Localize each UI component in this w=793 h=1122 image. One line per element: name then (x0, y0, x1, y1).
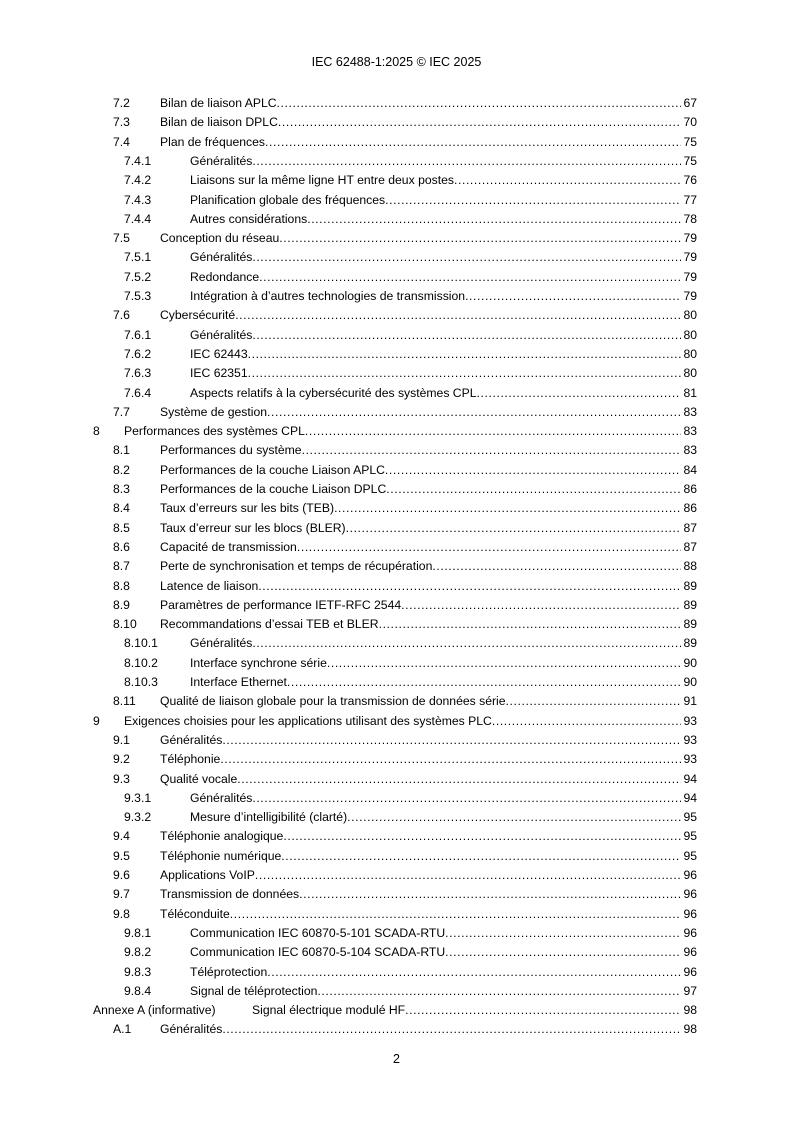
toc-entry-number: 7.6.1 (124, 327, 152, 342)
toc-entry-number: 9.6 (113, 868, 130, 882)
toc-entry[interactable] (0, 268, 793, 287)
toc-entry-line (190, 364, 697, 383)
toc-entry-number: 9.8.3 (124, 964, 152, 979)
toc-entry-line (160, 229, 697, 248)
toc-entry-page: 83 (683, 404, 697, 419)
toc-entry-number: 9.8.4 (124, 983, 152, 998)
toc-entry-number: 7.5.3 (124, 289, 152, 303)
toc-entry-number: 7.6.3 (124, 366, 152, 381)
dot-leader (327, 654, 682, 673)
toc-entry-page: 96 (683, 964, 697, 979)
dot-leader (252, 248, 681, 267)
toc-entry-title: Mesure d’intelligibilité (clarté) (190, 810, 348, 825)
toc-entry-number: 9.4 (113, 829, 130, 844)
toc-entry-title: IEC 62443 (190, 346, 248, 361)
toc-entry[interactable] (0, 885, 793, 904)
toc-entry-page: 79 (683, 289, 697, 303)
dot-leader (220, 750, 681, 769)
toc-entry-page: 80 (683, 308, 697, 323)
toc-entry-number: 8.1 (113, 443, 130, 458)
toc-entry-title: Performances des systèmes CPL (124, 424, 305, 439)
toc-entry[interactable] (0, 133, 793, 152)
toc-entry-page: 80 (683, 327, 697, 342)
toc-entry-title: Qualité de liaison globale pour la transmission de données série (160, 694, 506, 709)
toc-entry-line (160, 905, 697, 924)
toc-entry-line (190, 384, 697, 403)
toc-entry-page: 86 (683, 482, 697, 496)
toc-entry-number: 8.10.1 (124, 636, 158, 651)
toc-entry-line (190, 943, 697, 962)
toc-entry[interactable] (0, 731, 793, 750)
toc-entry-page: 80 (683, 366, 697, 381)
toc-entry-title: Généralités (190, 636, 253, 651)
dot-leader (248, 345, 682, 364)
toc-entry-page: 67 (683, 96, 697, 110)
toc-entry-title: Téléphonie numérique (160, 848, 282, 863)
dot-leader (347, 808, 681, 827)
toc-entry-page: 89 (683, 617, 697, 632)
dot-leader (307, 210, 681, 229)
toc-entry-line (160, 133, 697, 152)
dot-leader (279, 229, 681, 248)
dot-leader (405, 1001, 681, 1020)
toc-entry-page: 93 (683, 713, 697, 728)
toc-entry-line (160, 615, 697, 634)
toc-entry-line (190, 210, 697, 229)
toc-entry-number: 9.1 (113, 732, 130, 747)
toc-entry-number: 7.5.2 (124, 269, 152, 284)
toc-entry-page: 79 (683, 269, 697, 284)
toc-entry-number: 9.8.1 (124, 925, 152, 940)
toc-entry-page: 75 (683, 134, 697, 149)
toc-entry[interactable] (0, 1020, 793, 1039)
dot-leader (281, 847, 681, 866)
toc-entry-number: A.1 (113, 1022, 132, 1037)
toc-entry-title: Généralités (190, 153, 253, 168)
toc-entry-number: 9 (93, 713, 100, 728)
dot-leader (248, 364, 682, 383)
toc-entry-number: 8.9 (113, 597, 130, 612)
toc-entry[interactable] (0, 519, 793, 538)
dot-leader (299, 885, 681, 904)
toc-entry-line (190, 152, 697, 171)
toc-entry-line (160, 596, 697, 615)
toc-entry[interactable] (0, 306, 793, 325)
toc-entry[interactable] (0, 1001, 793, 1020)
toc-entry-page: 97 (683, 983, 697, 998)
toc-entry-number: 7.4.4 (124, 211, 152, 226)
toc-entry[interactable] (0, 499, 793, 518)
toc-entry-title: Bilan de liaison APLC (160, 96, 277, 110)
toc-entry-title: Système de gestion (160, 404, 268, 419)
toc-entry-line (190, 673, 697, 692)
toc-entry-line (160, 557, 697, 576)
toc-entry-page: 89 (683, 578, 697, 593)
toc-entry-number: 7.7 (113, 404, 130, 419)
toc-entry-title: Applications VoIP (160, 868, 255, 882)
toc-entry-title: Taux d’erreurs sur les bits (TEB) (160, 501, 335, 516)
dot-leader (283, 827, 681, 846)
toc-entry-title: Aspects relatifs à la cybersécurité des systèmes CPL (190, 385, 477, 400)
toc-entry-number: 8.10.2 (124, 655, 158, 670)
toc-entry[interactable] (0, 113, 793, 132)
toc-entry[interactable] (0, 345, 793, 364)
toc-entry-number: 8.10.3 (124, 675, 158, 689)
toc-entry-line (190, 171, 697, 190)
dot-leader (259, 268, 681, 287)
toc-entry-title: Signal de téléprotection (190, 983, 318, 998)
toc-entry-line (160, 827, 697, 846)
toc-entry[interactable] (0, 982, 793, 1001)
toc-entry-title: Bilan de liaison DPLC (160, 115, 278, 130)
toc-entry-line (160, 731, 697, 750)
toc-entry-page: 96 (683, 868, 697, 882)
toc-entry-page: 96 (683, 925, 697, 940)
toc-entry-page: 81 (683, 385, 697, 400)
toc-entry-page: 76 (683, 173, 697, 188)
toc-entry-title: Généralités (160, 732, 223, 747)
toc-entry-title: Paramètres de performance IETF-RFC 2544 (160, 597, 402, 612)
dot-leader (267, 403, 681, 422)
toc-entry[interactable] (0, 210, 793, 229)
toc-entry-page: 96 (683, 887, 697, 902)
dot-leader (277, 94, 682, 113)
toc-entry-title: Perte de synchronisation et temps de récupération (160, 559, 433, 574)
toc-entry[interactable] (0, 384, 793, 403)
toc-entry-line (190, 924, 697, 943)
toc-entry-number: 7.5 (113, 231, 130, 246)
toc-entry-title: Plan de fréquences (160, 134, 266, 149)
dot-leader (317, 982, 681, 1001)
toc-entry-page: 93 (683, 752, 697, 767)
toc-entry-page: 83 (683, 424, 697, 439)
toc-entry[interactable] (0, 905, 793, 924)
toc-entry[interactable] (0, 403, 793, 422)
toc-entry[interactable] (0, 963, 793, 982)
dot-leader (492, 712, 682, 731)
toc-entry-line (190, 654, 697, 673)
dot-leader (445, 924, 681, 943)
toc-entry[interactable] (0, 770, 793, 789)
toc-entry-line (190, 808, 697, 827)
toc-entry-title: Interface Ethernet (190, 675, 287, 689)
toc-entry-line (190, 963, 697, 982)
dot-leader (287, 673, 682, 692)
toc-entry-title: Généralités (190, 790, 253, 805)
dot-leader (386, 480, 681, 499)
toc-entry[interactable] (0, 171, 793, 190)
toc-entry-number: 8.11 (113, 694, 136, 709)
toc-entry-number: 7.6.4 (124, 385, 152, 400)
toc-entry[interactable] (0, 248, 793, 267)
toc-entry-line (160, 885, 697, 904)
toc-entry[interactable] (0, 634, 793, 653)
dot-leader (252, 152, 681, 171)
toc-entry-number: 7.4.1 (124, 153, 152, 168)
toc-entry-number: 7.4.2 (124, 173, 152, 188)
toc-entry-number: 9.3.2 (124, 810, 152, 825)
toc-entry-page: 79 (683, 250, 697, 265)
toc-entry-page: 70 (683, 115, 697, 130)
toc-entry-title: Performances du système (160, 443, 302, 458)
toc-entry[interactable] (0, 692, 793, 711)
toc-entry-title: Redondance (190, 269, 260, 284)
toc-entry-page: 75 (683, 153, 697, 168)
dot-leader (255, 866, 682, 885)
toc-entry-title: Latence de liaison (160, 578, 259, 593)
toc-entry-line (190, 326, 697, 345)
toc-entry-page: 80 (683, 346, 697, 361)
toc-entry-number: 9.3 (113, 771, 130, 786)
toc-entry-number: 9.8 (113, 906, 130, 921)
toc-entry-page: 89 (683, 636, 697, 651)
toc-entry-title: Généralités (160, 1022, 223, 1037)
toc-entry-line (190, 268, 697, 287)
toc-entry[interactable] (0, 326, 793, 345)
toc-entry-title: Généralités (190, 250, 253, 265)
toc-entry[interactable] (0, 712, 793, 731)
toc-entry-number: 9.5 (113, 848, 130, 863)
dot-leader (237, 770, 681, 789)
dot-leader (252, 789, 681, 808)
toc-entry-title: Planification globale des fréquences (190, 192, 386, 207)
toc-entry-number: 8 (93, 424, 100, 439)
dot-leader (385, 461, 682, 480)
toc-entry-page: 98 (683, 1003, 697, 1018)
toc-entry-line (190, 634, 697, 653)
toc-entry-number: 8.4 (113, 501, 130, 516)
toc-entry-line (190, 789, 697, 808)
toc-entry-line (160, 499, 697, 518)
toc-entry-page: 94 (683, 771, 697, 786)
toc-entry-title: Liaisons sur la même ligne HT entre deux postes (190, 173, 454, 188)
toc-entry[interactable] (0, 461, 793, 480)
toc-entry[interactable] (0, 229, 793, 248)
toc-entry-page: 78 (683, 211, 697, 226)
toc-entry-number: 8.7 (113, 559, 130, 574)
toc-entry-title: Exigences choisies pour les applications utilisant des systèmes PLC (124, 713, 492, 728)
toc-entry-page: 89 (683, 597, 697, 612)
page-number: 2 (393, 1052, 400, 1066)
toc-entry-line (160, 1020, 697, 1039)
toc-entry-line (160, 306, 697, 325)
toc-entry[interactable] (0, 673, 793, 692)
toc-entry-number: 8.2 (113, 462, 130, 477)
toc-entry[interactable] (0, 441, 793, 460)
toc-entry-line (160, 441, 697, 460)
toc-entry-title: Cybersécurité (160, 308, 236, 323)
toc-entry-title: Téléconduite (160, 906, 230, 921)
toc-entry[interactable] (0, 557, 793, 576)
dot-leader (230, 905, 682, 924)
toc-entry-number: 7.5.1 (124, 250, 152, 265)
toc-entry-page: 93 (683, 732, 697, 747)
toc-entry-page: 77 (683, 192, 697, 207)
toc-entry-line (160, 750, 697, 769)
toc-entry-title: Qualité vocale (160, 771, 238, 786)
toc-entry-page: 86 (683, 501, 697, 516)
dot-leader (385, 191, 681, 210)
toc-entry-page: 87 (683, 520, 697, 535)
toc-entry-page: 95 (683, 829, 697, 844)
dot-leader (252, 326, 681, 345)
toc-entry-number: 9.2 (113, 752, 130, 767)
toc-entry-page: 83 (683, 443, 697, 458)
toc-entry[interactable] (0, 287, 793, 306)
toc-entry-number: 7.4.3 (124, 192, 152, 207)
dot-leader (401, 596, 681, 615)
toc-entry-line (160, 94, 697, 113)
toc-entry-title: Transmission de données (160, 887, 300, 902)
toc-entry-number: 8.10 (113, 617, 137, 632)
toc-entry-title: Recommandations d’essai TEB et BLER (160, 617, 379, 632)
toc-entry[interactable] (0, 596, 793, 615)
toc-entry-number: 7.4 (113, 134, 130, 149)
dot-leader (379, 615, 682, 634)
toc-entry[interactable] (0, 364, 793, 383)
toc-entry-page: 95 (683, 810, 697, 825)
toc-entry-page: 79 (683, 231, 697, 246)
toc-entry-number: 7.3 (113, 115, 130, 130)
toc-entry-number: 8.3 (113, 482, 130, 496)
toc-entry-number: 8.5 (113, 520, 130, 535)
toc-entry[interactable] (0, 789, 793, 808)
dot-leader (297, 538, 682, 557)
toc-entry[interactable] (0, 152, 793, 171)
toc-entry-line (190, 345, 697, 364)
toc-entry-title: Taux d’erreur sur les blocs (BLER) (160, 520, 346, 535)
toc-entry-title: Communication IEC 60870-5-101 SCADA-RTU (190, 925, 446, 940)
toc-entry-title: Performances de la couche Liaison DPLC (160, 482, 387, 496)
toc-entry-number: 8.8 (113, 578, 130, 593)
toc-entry[interactable] (0, 866, 793, 885)
toc-entry-title: IEC 62351 (190, 366, 248, 381)
dot-leader (346, 519, 682, 538)
dot-leader (445, 943, 681, 962)
toc-entry-title: Communication IEC 60870-5-104 SCADA-RTU (190, 945, 446, 960)
toc-entry[interactable] (0, 422, 793, 441)
toc-entry-page: 90 (683, 675, 697, 689)
toc-entry-title: Signal électrique modulé HF (252, 1003, 406, 1018)
toc-entry-line (160, 692, 697, 711)
toc-entry[interactable] (0, 538, 793, 557)
toc-entry[interactable] (0, 654, 793, 673)
toc-entry-line (160, 113, 697, 132)
toc-entry-line (124, 712, 697, 731)
toc-entry-title: Conception du réseau (160, 231, 280, 246)
toc-entry-line (160, 461, 697, 480)
toc-entry-number: 9.3.1 (124, 790, 152, 805)
toc-entry[interactable] (0, 847, 793, 866)
dot-leader (477, 384, 682, 403)
dot-leader (278, 113, 682, 132)
toc-entry-page: 87 (683, 539, 697, 554)
toc-entry[interactable] (0, 827, 793, 846)
toc-entry-line (160, 403, 697, 422)
dot-leader (506, 692, 682, 711)
toc-entry-title: Téléprotection (190, 964, 268, 979)
toc-entry-number: 9.8.2 (124, 945, 152, 960)
toc-entry-page: 98 (683, 1022, 697, 1037)
dot-leader (302, 441, 682, 460)
toc-entry-page: 84 (683, 462, 697, 477)
toc-entry[interactable] (0, 943, 793, 962)
toc-entry-line (190, 248, 697, 267)
toc-entry-title: Téléphonie analogique (160, 829, 284, 844)
toc-entry-page: 94 (683, 790, 697, 805)
toc-entry-line (160, 577, 697, 596)
toc-entry-line (160, 770, 697, 789)
dot-leader (267, 963, 681, 982)
toc-entry-line (252, 1001, 697, 1020)
dot-leader (222, 731, 681, 750)
toc-entry-title: Téléphonie (160, 752, 221, 767)
dot-leader (258, 577, 681, 596)
toc-entry-number: 7.2 (113, 96, 130, 110)
toc-entry-line (124, 422, 697, 441)
toc-entry-number: 7.6 (113, 308, 130, 323)
dot-leader (454, 171, 681, 190)
dot-leader (432, 557, 681, 576)
toc-entry-page: 96 (683, 906, 697, 921)
toc-entry[interactable] (0, 577, 793, 596)
toc-entry[interactable] (0, 808, 793, 827)
toc-entry-number: 7.6.2 (124, 346, 152, 361)
dot-leader (465, 287, 681, 306)
toc-entry-title: Capacité de transmission (160, 539, 297, 554)
toc-entry-title: Autres considérations (190, 211, 308, 226)
toc-entry[interactable] (0, 480, 793, 499)
toc-entry-page: 95 (683, 848, 697, 863)
dot-leader (252, 634, 681, 653)
toc-entry[interactable] (0, 924, 793, 943)
toc-entry-line (190, 287, 697, 306)
toc-entry-line (190, 191, 697, 210)
toc-entry-line (160, 538, 697, 557)
toc-entry-title: Interface synchrone série (190, 655, 327, 670)
toc-entry-title: Intégration à d’autres technologies de transmission (190, 289, 466, 303)
dot-leader (235, 306, 681, 325)
toc-entry[interactable] (0, 750, 793, 769)
toc-entry-page: 90 (683, 655, 697, 670)
toc-entry-page: 91 (683, 694, 697, 709)
toc-entry[interactable] (0, 94, 793, 113)
toc-entry-line (190, 982, 697, 1001)
toc-entry-number: 8.6 (113, 539, 130, 554)
toc-entry-line (160, 480, 697, 499)
dot-leader (265, 133, 681, 152)
toc-entry-title: Généralités (190, 327, 253, 342)
toc-entry-line (160, 847, 697, 866)
dot-leader (334, 499, 681, 518)
toc-entry-number: 9.7 (113, 887, 130, 902)
page-header: IEC 62488-1:2025 © IEC 2025 (311, 55, 482, 69)
toc-entry[interactable] (0, 615, 793, 634)
dot-leader (305, 422, 682, 441)
dot-leader (222, 1020, 681, 1039)
toc-entry-page: 96 (683, 945, 697, 960)
toc-entry-number: Annexe A (informative) (93, 1003, 216, 1018)
toc-entry-line (160, 519, 697, 538)
toc-entry-line (160, 866, 697, 885)
toc-entry-title: Performances de la couche Liaison APLC (160, 462, 385, 477)
toc-entry-page: 88 (683, 559, 697, 574)
toc-entry[interactable] (0, 191, 793, 210)
